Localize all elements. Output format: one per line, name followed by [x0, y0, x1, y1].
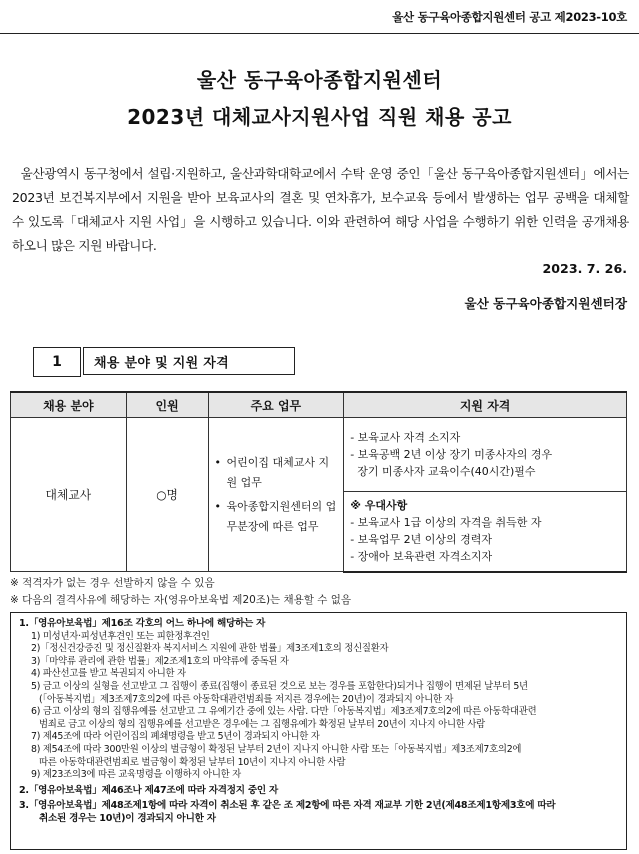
header-duties: 주요 업무: [208, 392, 344, 418]
duty-item: • 육아종합지원센터의 업무분장에 따른 업무: [214, 499, 337, 533]
announcement-date: 2023. 7. 26.: [542, 261, 627, 276]
field-cell: 대체교사: [11, 418, 127, 572]
section-title: 채용 분야 및 지원 자격: [83, 347, 295, 375]
recruitment-table: [10, 391, 627, 573]
notice-number: 울산 동구육아종합지원센터 공고 제2023-10호: [392, 10, 627, 24]
preference-item: - 보육업무 2년 이상의 경력자: [350, 533, 493, 547]
disqualification-item: 5) 금고 이상의 실형을 선고받고 그 집행이 종료(집행이 종료된 것으로 보는 경우를 포함한다)되거나 집행이 면제된 날부터 5년: [31, 680, 528, 692]
disqualification-heading: 취소된 경우는 10년)이 경과되지 아니한 자: [39, 812, 216, 824]
disqualification-item: 따른 아동학대관련범죄로 벌금형이 확정된 날부터 10년이 지나지 아니한 사람: [39, 756, 346, 768]
qualification-item: - 보육교사 자격 소지자: [350, 431, 461, 444]
disqualification-item: (「아동복지법」제3조제7호의2에 따른 아동학대관련범죄를 저지른 경우에는 20년)이 경과되지 아니한 자: [39, 693, 454, 705]
footnote: ※ 적격자가 없는 경우 선발하지 않을 수 있음: [10, 577, 215, 589]
disqualification-item: 범죄로 금고 이상의 형의 집행유예를 선고받은 경우에는 그 집행유예가 확정된 날부터 20년이 지나지 아니한 사람: [39, 718, 485, 730]
disqualification-heading: 3.「영유아보육법」제48조제1항에 따라 자격이 취소된 후 같은 조 제2항에 따른 자격 재교부 기한 2년(제48조제1항제3호에 따라: [19, 800, 556, 812]
count-cell: ○명: [126, 418, 208, 572]
preference-item: - 장애아 보육관련 자격소지자: [350, 550, 493, 564]
disqualification-heading: 2.「영유아보육법」제46조나 제47조에 따라 자격정지 중인 자: [19, 784, 279, 796]
preferences-cell: [344, 492, 627, 572]
duties-cell: [208, 418, 344, 572]
disqualification-item: 7) 제45조에 따라 어린이집의 폐쇄명령을 받고 5년이 경과되지 아니한 자: [31, 731, 320, 743]
table-row: [11, 418, 627, 492]
intro-text: 울산광역시 동구청에서 설립·지원하고, 울산과학대학교에서 수탁 운영 중인「울산 동구육아종합지원센터」에서는 2023년 보건복지부에서 지원을 받아 보육교사의 결혼 및 연차휴가, 보수교육 등에서 발생하는 업무 공백을 대체할 수 있도록「대체교사 지원 사업」을 시행하고 있습니다. 이와 관련하여 해당 사업을 수행하기 위한 인력을 공개채용하오니 많은 지원 바랍니다.: [12, 166, 629, 253]
table-header-row: [11, 392, 627, 418]
qualification-item: 장기 미종사자 교육이수(40시간)필수: [350, 465, 536, 478]
page-subtitle: 2023년 대체교사지원사업 직원 채용 공고: [127, 105, 512, 129]
header-qualifications: 지원 자격: [344, 392, 627, 418]
header-divider: [0, 33, 639, 34]
disqualification-heading: 1.「영유아보육법」제16조 각호의 어느 하나에 해당하는 자: [19, 618, 266, 629]
disqualification-item: 3)「마약류 관리에 관한 법률」제2조제1호의 마약류에 중독된 자: [31, 655, 289, 667]
disqualifications-box: [10, 612, 627, 850]
header-field: 채용 분야: [11, 392, 127, 418]
disqualification-item: 9) 제23조의3에 따른 교육명령을 이행하지 아니한 자: [31, 769, 241, 781]
organization-signature: 울산 동구육아종합지원센터장: [464, 296, 627, 311]
disqualification-item: 1) 미성년자·피성년후견인 또는 피한정후견인: [31, 630, 210, 642]
footnote: ※ 다음의 결격사유에 해당하는 자(영유아보육법 제20조)는 채용할 수 없음: [10, 594, 352, 606]
qualifications-cell: [344, 418, 627, 492]
header-count: 인원: [126, 392, 208, 418]
preferences-heading: ※ 우대사항: [350, 499, 408, 513]
intro-paragraph: [12, 162, 629, 258]
qualification-item: - 보육공백 2년 이상 장기 미종사자의 경우: [350, 448, 553, 461]
page-title: 울산 동구육아종합지원센터: [196, 68, 443, 92]
disqualification-item: 2)「정신건강증진 및 정신질환자 복지서비스 지원에 관한 법률」제3조제1호의 정신질환자: [31, 643, 389, 655]
disqualification-item: 6) 금고 이상의 형의 집행유예를 선고받고 그 유예기간 중에 있는 사람. 다만「아동복지법」제3조제7호의2에 따른 아동학대관련: [31, 706, 537, 718]
disqualification-item: 4) 파산선고를 받고 복권되지 아니한 자: [31, 668, 186, 680]
duty-item: • 어린이집 대체교사 지원 업무: [214, 455, 330, 489]
disqualification-item: 8) 제54조에 따라 300만원 이상의 벌금형이 확정된 날부터 2년이 지나지 아니한 사람 또는「아동복지법」제3조제7호의2에: [31, 743, 522, 755]
preference-item: - 보육교사 1급 이상의 자격을 취득한 자: [350, 516, 542, 530]
section-number: 1: [33, 347, 81, 377]
